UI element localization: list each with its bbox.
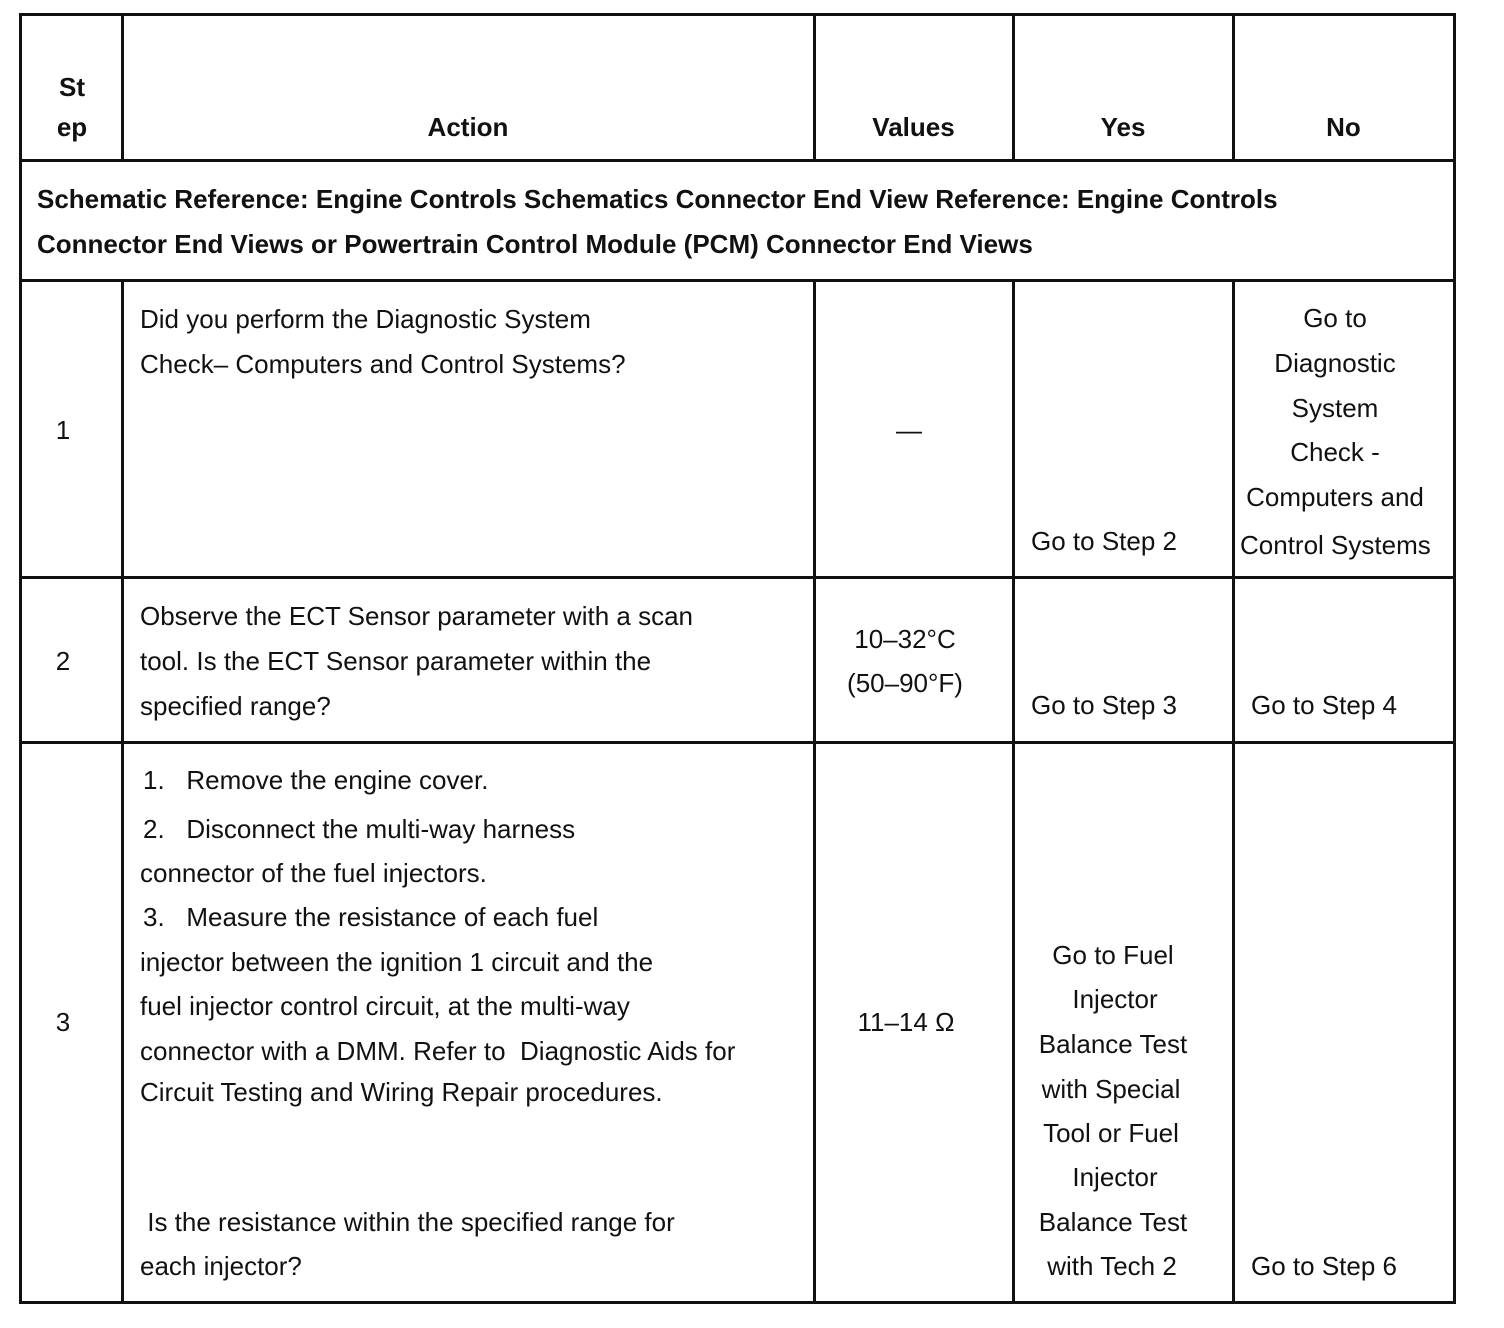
row1-step: 1: [55, 415, 71, 445]
row3-no: Go to Step 6: [1251, 1251, 1397, 1281]
row2-action-line: Observe the ECT Sensor parameter with a scan: [140, 601, 693, 631]
row2-divider: [19, 741, 1456, 744]
row1-action-line: Check– Computers and Control Systems?: [140, 349, 626, 379]
header-values: Values: [872, 112, 955, 142]
schematic-reference-line2: Connector End Views or Powertrain Control Module (PCM) Connector End Views: [37, 229, 1033, 259]
row1-divider: [19, 576, 1456, 579]
row3-yes-line: with Special: [1041, 1074, 1181, 1104]
row1-no-line: Control Systems: [1240, 530, 1431, 560]
row3-action-line: connector with a DMM. Refer to Diagnostic Aids for: [140, 1036, 736, 1066]
row3-yes-line: Balance Test: [1038, 1029, 1188, 1059]
table-border-top: [19, 13, 1456, 16]
row3-action-line: fuel injector control circuit, at the multi-way: [140, 991, 630, 1021]
row1-no-line: Go to: [1303, 303, 1367, 333]
row3-action-line: Is the resistance within the specified range for: [140, 1207, 675, 1237]
table-border-left: [19, 13, 22, 1304]
row1-no-line: System: [1291, 393, 1379, 423]
row3-yes-line: Tool or Fuel: [1043, 1118, 1179, 1148]
col-divider-step: [121, 279, 124, 1304]
row2-value-line: (50–90°F): [847, 668, 963, 698]
header-divider: [19, 159, 1456, 162]
table-border-bottom: [19, 1301, 1456, 1304]
row3-step: 3: [55, 1007, 71, 1037]
row3-action-line: injector between the ignition 1 circuit and the: [140, 947, 654, 977]
header-step-line1: St: [59, 72, 85, 102]
row3-action-line: 1. Remove the engine cover.: [143, 765, 489, 795]
row3-action-line: Circuit Testing and Wiring Repair procedures.: [140, 1077, 663, 1107]
row3-action-line: 2. Disconnect the multi-way harness: [143, 814, 576, 844]
header-no: No: [1326, 112, 1361, 142]
row3-action-line: each injector?: [140, 1251, 302, 1281]
row3-yes-line: Go to Fuel: [1052, 940, 1174, 970]
row3-yes-line: Injector: [1072, 1162, 1158, 1192]
reference-divider: [19, 279, 1456, 282]
row1-no-line: Check -: [1290, 437, 1380, 467]
schematic-reference-line1: Schematic Reference: Engine Controls Schematics Connector End View Reference: Engine Controls: [37, 184, 1278, 214]
row3-yes-line: with Tech 2: [1047, 1251, 1177, 1281]
row2-value-line: 10–32°C: [854, 624, 956, 654]
row2-action-line: tool. Is the ECT Sensor parameter within the: [140, 646, 652, 676]
row1-yes: Go to Step 2: [1031, 526, 1177, 556]
row2-no: Go to Step 4: [1251, 690, 1397, 720]
row2-yes: Go to Step 3: [1031, 690, 1177, 720]
row1-action-line: Did you perform the Diagnostic System: [140, 304, 591, 334]
row2-action-line: specified range?: [140, 691, 331, 721]
row3-yes-line: Balance Test: [1038, 1207, 1188, 1237]
row3-value: 11–14 Ω: [857, 1007, 955, 1037]
header-action: Action: [427, 112, 509, 142]
row2-step: 2: [55, 646, 71, 676]
row3-action-line: 3. Measure the resistance of each fuel: [143, 902, 599, 932]
header-step-line2: ep: [56, 112, 88, 142]
table-border-right: [1453, 13, 1456, 1304]
row3-action-line: connector of the fuel injectors.: [140, 858, 487, 888]
row3-yes-line: Injector: [1072, 984, 1158, 1014]
row1-no-line: Diagnostic: [1274, 348, 1396, 378]
row1-no-line: Computers and: [1246, 482, 1424, 512]
header-yes: Yes: [1100, 112, 1146, 142]
row1-value: —: [896, 415, 922, 445]
